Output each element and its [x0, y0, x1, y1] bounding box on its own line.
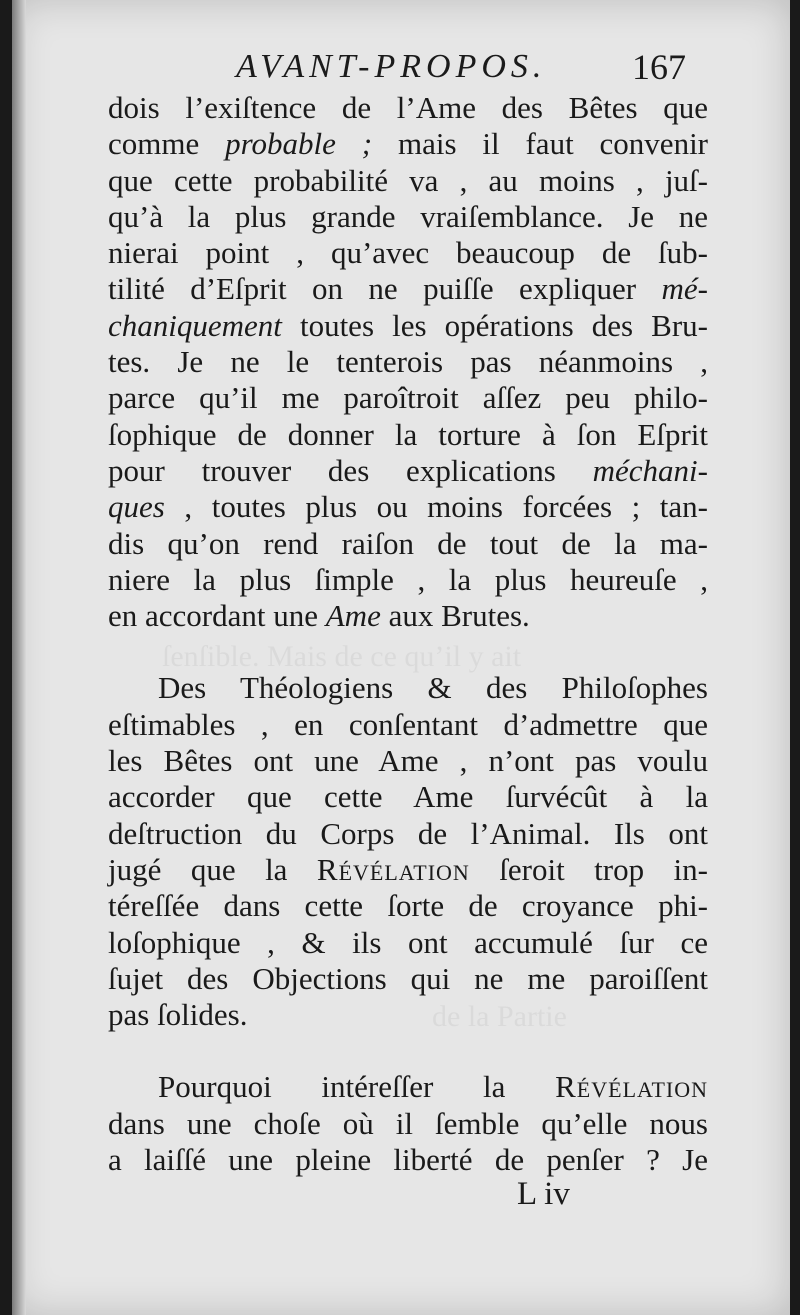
text-run: Des Théologiens & des Philoſophes [158, 670, 708, 706]
text-line [108, 1069, 708, 1105]
text-run: toutes les opérations des Bru- [281, 307, 708, 343]
text-run: ſeroit trop in- [469, 851, 708, 887]
page-number: 167 [632, 47, 686, 87]
text-line [108, 997, 708, 1033]
text-line [108, 417, 708, 453]
text-line [108, 779, 708, 815]
text-run: Pourquoi intéreſſer la [158, 1069, 556, 1105]
text-run: qu’à la plus grande vraiſemblance. Je ne [108, 198, 708, 234]
text-line [108, 344, 708, 380]
book-page [12, 0, 790, 1315]
text-run: téreſſée dans cette ſorte de croyance phi- [108, 888, 708, 924]
text-run: tilité d’Eſprit on ne puiſſe expliquer [108, 271, 662, 307]
running-head-title: AVANT-PROPOS. [236, 48, 547, 85]
running-head [236, 48, 696, 96]
text-run: , toutes plus ou moins forcées ; tan- [164, 489, 708, 525]
text-line [108, 308, 708, 344]
text-line [108, 199, 708, 235]
catchword: L iv [517, 1176, 570, 1212]
text-line [108, 1142, 708, 1178]
text-line [108, 961, 708, 997]
text-run: nierai point , qu’avec beaucoup de ſub- [108, 235, 708, 271]
small-caps-run: Révélation [555, 1069, 708, 1105]
text-line [108, 163, 708, 199]
text-run: aux Brutes. [380, 598, 530, 634]
text-run: tes. Je ne le tenterois pas néanmoins , [108, 344, 708, 380]
text-line [108, 743, 708, 779]
text-run: les Bêtes ont une Ame , n’ont pas voulu [108, 743, 708, 779]
text-run: dois l’exiſtence de l’Ame des Bêtes que [108, 90, 708, 125]
text-run: deſtruction du Corps de l’Animal. Ils ont [108, 815, 708, 851]
text-run: mais il faut convenir [372, 126, 709, 162]
text-run: niere la plus ſimple , la plus heureuſe , [108, 561, 708, 597]
text-run: ſophique de donner la torture à ſon Eſprit [108, 416, 708, 452]
text-line [108, 1106, 708, 1142]
text-run: parce qu’il me paroîtroit aſſez peu philo- [108, 380, 708, 416]
italic-run: mé- [661, 271, 708, 307]
text-line [108, 852, 708, 888]
text-line [108, 562, 708, 598]
text-line [108, 598, 708, 634]
text-run: loſophique , & ils ont accumulé ſur ce [108, 924, 708, 960]
text-line [108, 670, 708, 706]
text-line [108, 925, 708, 961]
text-line [108, 126, 708, 162]
text-run: jugé que la [108, 851, 317, 887]
text-line [108, 816, 708, 852]
bleed-through: ſenſible. Mais de ce qu’il y ait [162, 640, 522, 673]
text-line [108, 888, 708, 924]
text-run: comme [108, 126, 226, 162]
italic-run: chaniquement [108, 307, 282, 343]
paragraph-gap [108, 1033, 708, 1069]
italic-run: méchani- [592, 452, 708, 488]
text-run: dans une choſe où il ſemble qu’elle nous [108, 1105, 708, 1141]
text-line [108, 526, 708, 562]
small-caps-run: Révélation [316, 851, 470, 887]
text-run: dis qu’on rend raiſon de tout de la ma- [108, 525, 708, 561]
text-line [108, 707, 708, 743]
text-run: pour trouver des explications [108, 452, 593, 488]
text-line [108, 380, 708, 416]
text-line [108, 489, 708, 525]
text-run: accorder que cette Ame ſurvécût à la [108, 779, 708, 815]
text-line [108, 453, 708, 489]
text-run: pas ſolides. [108, 997, 248, 1033]
italic-run: ques [108, 489, 165, 525]
text-run: a laiſſé une pleine liberté de penſer ? Je [108, 1142, 708, 1178]
text-line [108, 235, 708, 271]
text-line [108, 90, 708, 126]
text-run: ſujet des Objections qui ne me paroiſſent [108, 960, 708, 996]
paragraph-gap [108, 634, 708, 670]
text-line [108, 271, 708, 307]
text-run: eſtimables , en conſentant d’admettre que [108, 706, 708, 742]
bleed-through: de la Partie [432, 1000, 567, 1033]
italic-run: probable ; [225, 126, 373, 162]
italic-run: Ame [325, 598, 381, 634]
text-run: que cette probabilité va , au moins , juſ- [108, 162, 708, 198]
body-text [108, 90, 708, 1178]
text-run: en accordant une [108, 598, 326, 634]
